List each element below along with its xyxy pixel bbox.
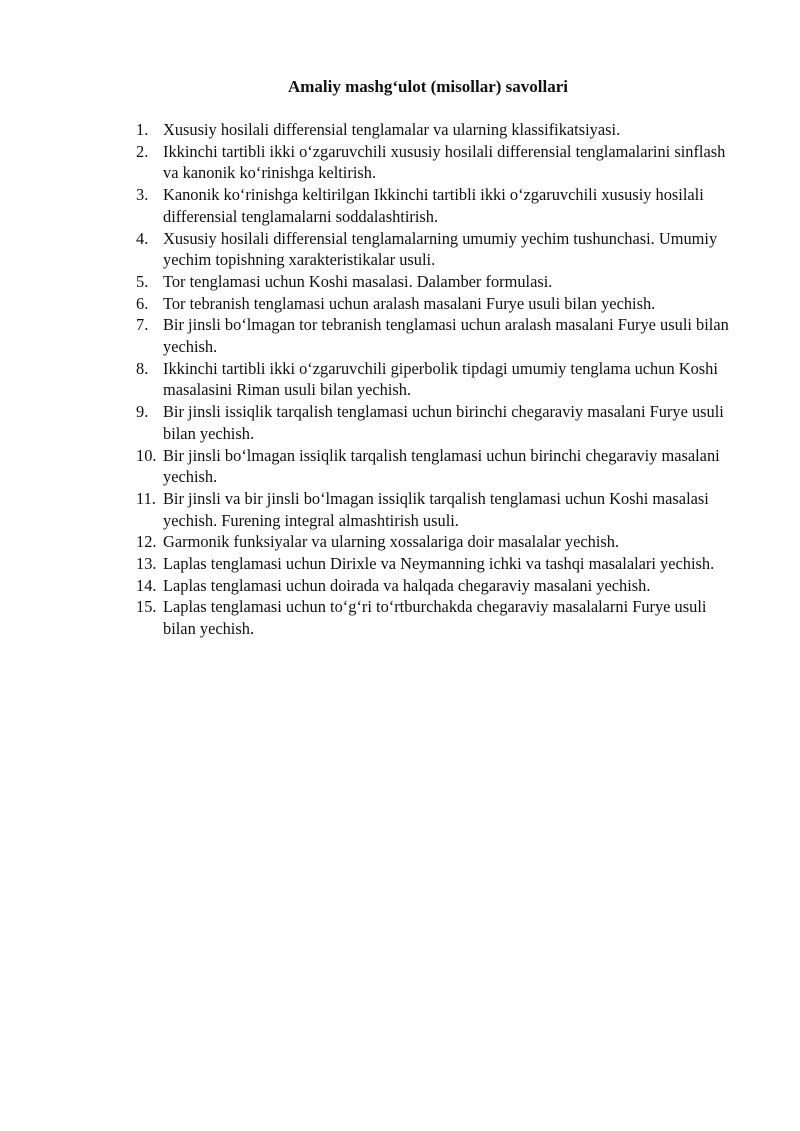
question-text: Tor tebranish tenglamasi uchun aralash masalani Furye usuli bilan yechish. <box>163 293 656 313</box>
question-text: Laplas tenglamasi uchun Dirixle va Neymanning ichki va tashqi masalalari yechish. <box>163 554 715 574</box>
question-item-4 <box>136 228 736 271</box>
question-text: Ikkinchi tartibli ikki o‘zgaruvchili xususiy hosilali differensial tenglamalarini sinflash va kanonik ko‘rinishga keltirish. <box>163 141 726 183</box>
question-number: 8. <box>136 358 149 378</box>
question-item-8 <box>136 358 736 401</box>
question-list <box>136 119 736 640</box>
question-text: Bir jinsli va bir jinsli bo‘lmagan issiqlik tarqalish tenglamasi uchun Koshi masalasi yechish. Furening integral almashtirish usuli. <box>163 488 709 530</box>
question-item-14 <box>136 575 736 597</box>
question-number: 13. <box>136 554 157 574</box>
question-item-7 <box>136 314 736 357</box>
question-number: 5. <box>136 271 149 291</box>
question-number: 7. <box>136 315 149 335</box>
question-text: Tor tenglamasi uchun Koshi masalasi. Dalamber formulasi. <box>163 271 553 291</box>
question-item-3 <box>136 184 736 227</box>
question-number: 3. <box>136 185 149 205</box>
question-text: Ikkinchi tartibli ikki o‘zgaruvchili giperbolik tipdagi umumiy tenglama uchun Koshi masalasini Riman usuli bilan yechish. <box>163 358 718 400</box>
question-text: Kanonik ko‘rinishga keltirilgan Ikkinchi tartibli ikki o‘zgaruvchili xususiy hosilali differensial tenglamalarni soddalashtirish. <box>163 185 704 226</box>
question-item-15 <box>136 596 736 639</box>
question-item-6 <box>136 293 736 315</box>
question-item-1 <box>136 119 736 141</box>
question-text: Garmonik funksiyalar va ularning xossalariga doir masalalar yechish. <box>163 532 620 552</box>
question-text: Laplas tenglamasi uchun doirada va halqada chegaraviy masalani yechish. <box>163 575 651 595</box>
question-number: 1. <box>136 120 149 139</box>
question-number: 12. <box>136 532 157 552</box>
question-text: Xususiy hosilali differensial tenglamalar va ularning klassifikatsiyasi. <box>163 120 621 139</box>
question-item-12 <box>136 531 736 553</box>
question-item-5 <box>136 271 736 293</box>
question-text: Bir jinsli bo‘lmagan tor tebranish tenglamasi uchun aralash masalani Furye usuli bilan yechish. <box>163 315 729 357</box>
question-number: 2. <box>136 141 149 161</box>
question-text: Laplas tenglamasi uchun to‘g‘ri to‘rtburchakda chegaraviy masalalarni Furye usuli bilan yechish. <box>163 597 707 639</box>
question-number: 14. <box>136 575 157 595</box>
question-number: 15. <box>136 597 157 617</box>
question-number: 6. <box>136 293 149 313</box>
question-text: Bir jinsli bo‘lmagan issiqlik tarqalish tenglamasi uchun birinchi chegaraviy masalani yechish. <box>163 445 720 487</box>
question-text: Xususiy hosilali differensial tenglamalarning umumiy yechim tushunchasi. Umumiy yechim topishning xarakteristikalar usuli. <box>163 228 718 270</box>
question-number: 11. <box>136 488 156 508</box>
question-item-9 <box>136 401 736 444</box>
question-item-2 <box>136 141 736 184</box>
question-item-11 <box>136 488 736 531</box>
question-text: Bir jinsli issiqlik tarqalish tenglamasi uchun birinchi chegaraviy masalani Furye usuli bilan yechish. <box>163 402 724 443</box>
question-number: 10. <box>136 445 157 465</box>
question-item-13 <box>136 553 736 575</box>
question-number: 9. <box>136 402 149 422</box>
page-title: Amaliy mashg‘ulot (misollar) savollari <box>287 77 568 96</box>
question-number: 4. <box>136 228 149 248</box>
question-item-10 <box>136 445 736 488</box>
